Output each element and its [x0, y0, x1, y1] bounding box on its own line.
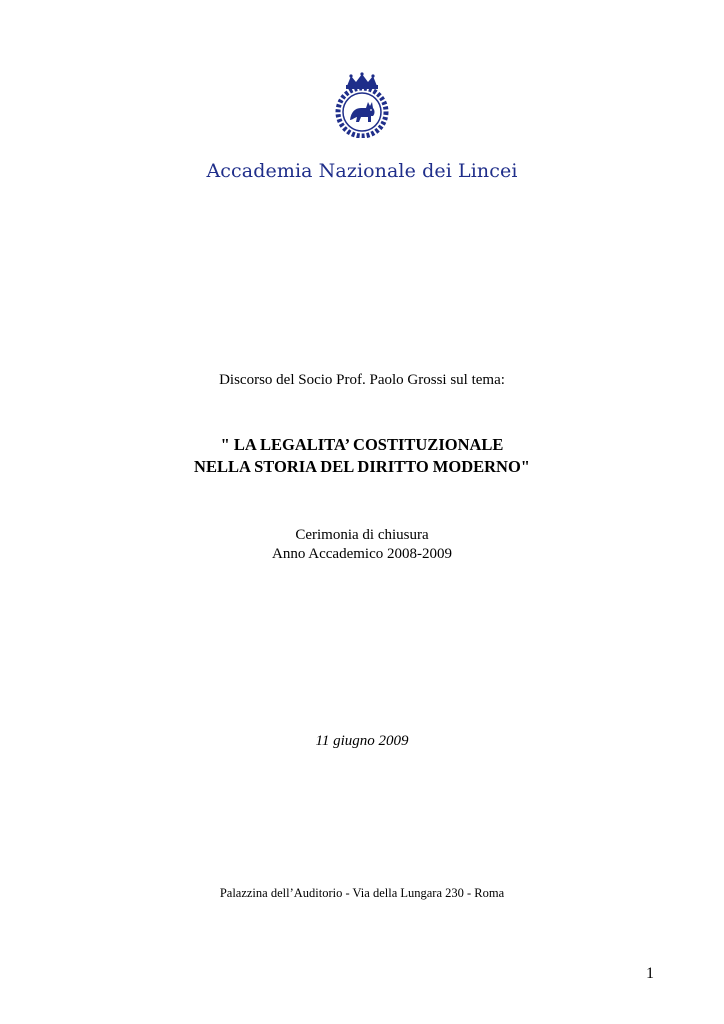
speech-title-line-2: NELLA STORIA DEL DIRITTO MODERNO": [194, 457, 530, 476]
speech-intro: Discorso del Socio Prof. Paolo Grossi sul tema:: [219, 372, 505, 388]
speech-title-line-1: " LA LEGALITA’ COSTITUZIONALE: [220, 435, 504, 454]
venue-address: Palazzina dell’Auditorio - Via della Lungara 230 - Roma: [219, 886, 505, 900]
event-date: 11 giugno 2009: [315, 733, 409, 749]
lincei-lynx-crest-icon: [333, 72, 391, 138]
ceremony-label: Cerimonia di chiusura: [295, 527, 429, 543]
academic-year: Anno Accademico 2008-2009: [272, 546, 452, 562]
page-number: 1: [646, 965, 654, 982]
academy-name: Accademia Nazionale dei Lincei: [206, 160, 518, 182]
